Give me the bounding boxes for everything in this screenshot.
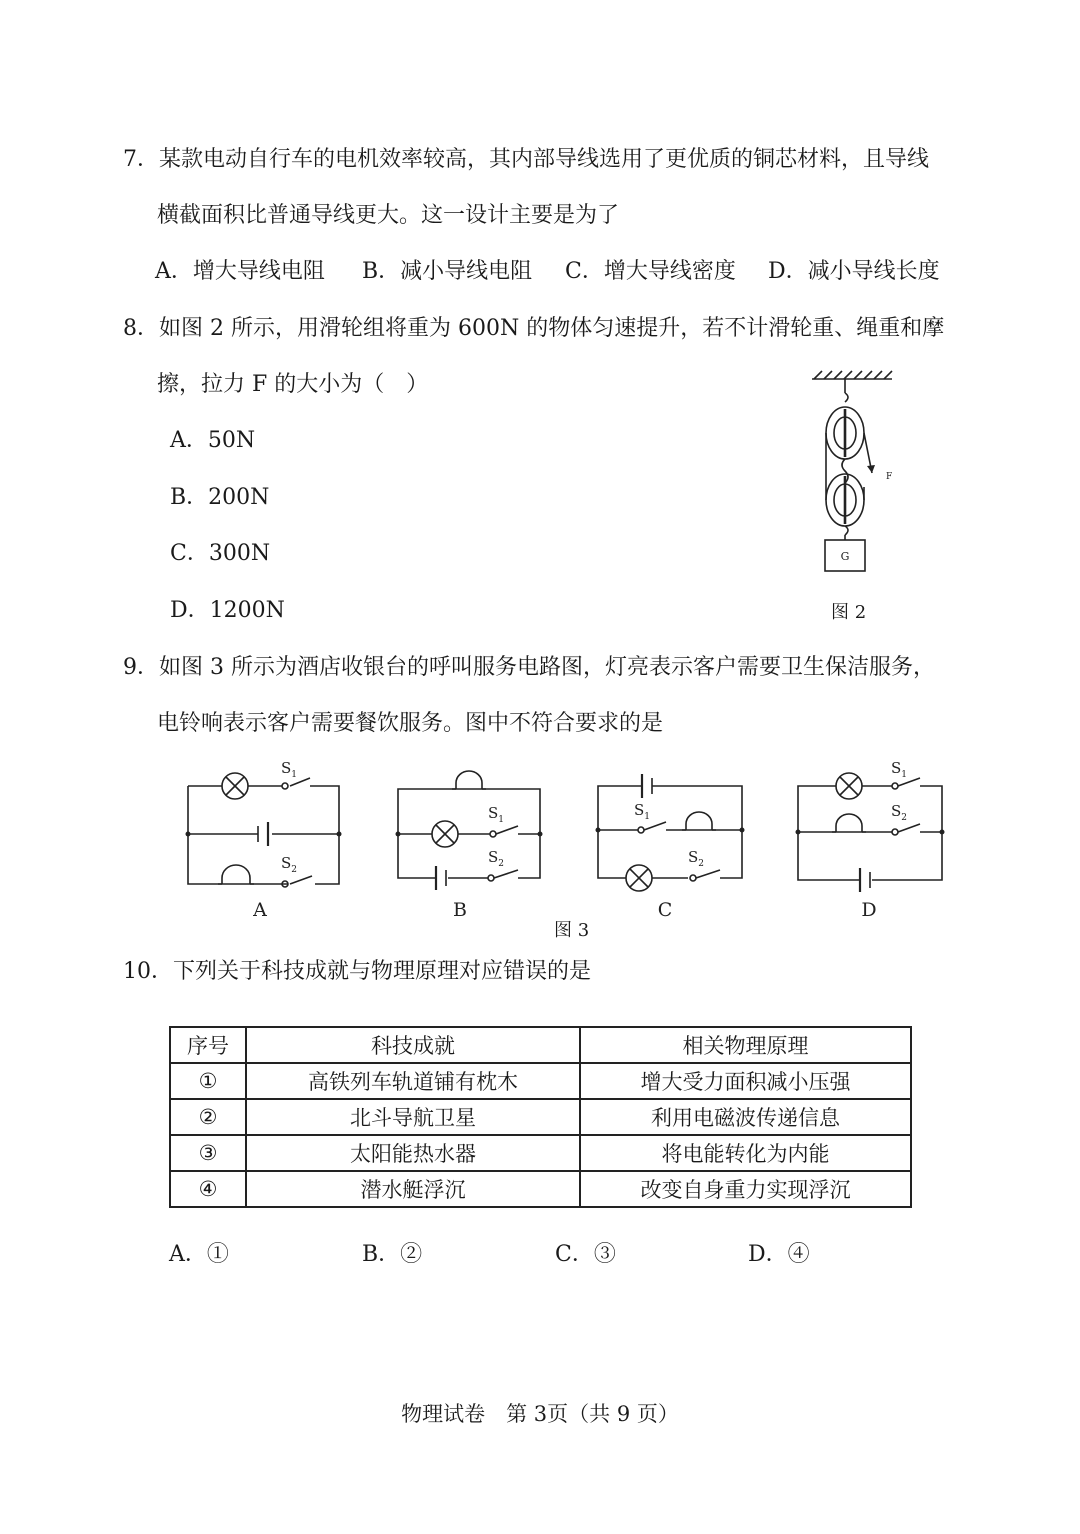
table-row	[170, 1099, 911, 1135]
table-row	[170, 1171, 911, 1207]
circuit-c-label: C	[657, 899, 673, 921]
table-cell: ④	[170, 1171, 246, 1207]
circuit-d-label: D	[861, 899, 877, 921]
q10-option-c: C．③	[555, 1242, 616, 1267]
bell-icon	[452, 771, 486, 789]
svg-text:S2: $S_2$	[281, 854, 298, 875]
table-header-cell: 科技成就	[246, 1027, 580, 1063]
force-label: F	[886, 472, 893, 482]
bell-icon	[832, 814, 866, 832]
table-cell: 增大受力面积减小压强	[580, 1063, 911, 1099]
table-cell: 利用电磁波传递信息	[580, 1099, 911, 1135]
table-row	[170, 1063, 911, 1099]
q10-stem: 10．下列关于科技成就与物理原理对应错误的是	[123, 959, 591, 984]
table-cell: 潜水艇浮沉	[246, 1171, 580, 1207]
q8-option-d: D．1200N	[170, 598, 285, 623]
q9-stem-line1: 9．如图 3 所示为酒店收银台的呼叫服务电路图，灯亮表示客户需要卫生保洁服务，	[123, 655, 935, 680]
svg-text:S2: $S_2$	[891, 802, 908, 823]
q8-option-a: A．50N	[170, 428, 256, 453]
svg-text:S1: $S_1$	[488, 804, 505, 825]
circuit-c	[590, 756, 750, 926]
circuit-a	[180, 756, 350, 926]
upper-hook	[845, 393, 848, 402]
table-cell: 北斗导航卫星	[246, 1099, 580, 1135]
circuit-d	[790, 756, 950, 926]
q8-stem-line2: 擦，拉力 F 的大小为（ ）	[157, 372, 429, 397]
q10-option-b: B．②	[362, 1242, 423, 1267]
q7-option-c: C．增大导线密度	[565, 259, 736, 284]
table-cell: ②	[170, 1099, 246, 1135]
svg-text:S2: $S_2$	[688, 848, 705, 869]
svg-text:S1: $S_1$	[634, 801, 651, 822]
q7-option-a: A．增大导线电阻	[155, 259, 325, 284]
q10-options	[169, 1240, 810, 1270]
circuit-b-label: B	[453, 899, 467, 921]
table-cell: 将电能转化为内能	[580, 1135, 911, 1171]
ceiling-hatching	[814, 371, 892, 379]
figure3-caption: 图 3	[554, 920, 590, 941]
table-cell: 改变自身重力实现浮沉	[580, 1171, 911, 1207]
weight-label: G	[840, 550, 850, 563]
q7-option-d: D．减小导线长度	[768, 259, 940, 284]
table-cell: ③	[170, 1135, 246, 1171]
table-header-cell: 相关物理原理	[580, 1027, 911, 1063]
q9-stem-line2: 电铃响表示客户需要餐饮服务。图中不符合要求的是	[157, 711, 664, 736]
svg-text:S1: $S_1$	[891, 759, 908, 780]
q8-option-b: B．200N	[170, 485, 270, 510]
q8-stem-line1: 8．如图 2 所示，用滑轮组将重为 600N 的物体匀速提升，若不计滑轮重、绳重和摩	[123, 316, 945, 341]
table-cell: 太阳能热水器	[246, 1135, 580, 1171]
q10-option-d: D．④	[748, 1242, 810, 1267]
figure2-caption: 图 2	[831, 602, 867, 623]
svg-text:S1: $S_1$	[281, 759, 298, 780]
q7-stem-line1: 7．某款电动自行车的电机效率较高，其内部导线选用了更优质的铜芯材料，且导线	[123, 147, 929, 172]
lower-hook	[845, 526, 848, 535]
pulley-figure	[800, 365, 910, 580]
circuit-a-label: A	[253, 899, 267, 921]
table-cell: 高铁列车轨道铺有枕木	[246, 1063, 580, 1099]
q10-option-a: A．①	[169, 1242, 229, 1267]
q7-stem-line2: 横截面积比普通导线更大。这一设计主要是为了	[157, 203, 620, 228]
bell-icon	[218, 865, 254, 884]
q8-option-c: C．300N	[170, 541, 271, 566]
table-header-cell: 序号	[170, 1027, 246, 1063]
principles-table	[169, 1026, 912, 1208]
table-row	[170, 1135, 911, 1171]
q7-options	[155, 257, 940, 287]
circuit-b	[390, 756, 550, 926]
bell-icon	[682, 812, 716, 830]
page-footer: 物理试卷 第 3页（共 9 页）	[401, 1402, 679, 1426]
table-header-row	[170, 1027, 911, 1063]
table-cell: ①	[170, 1063, 246, 1099]
svg-text:S2: $S_2$	[488, 848, 505, 869]
q7-option-b: B．减小导线电阻	[362, 259, 533, 284]
